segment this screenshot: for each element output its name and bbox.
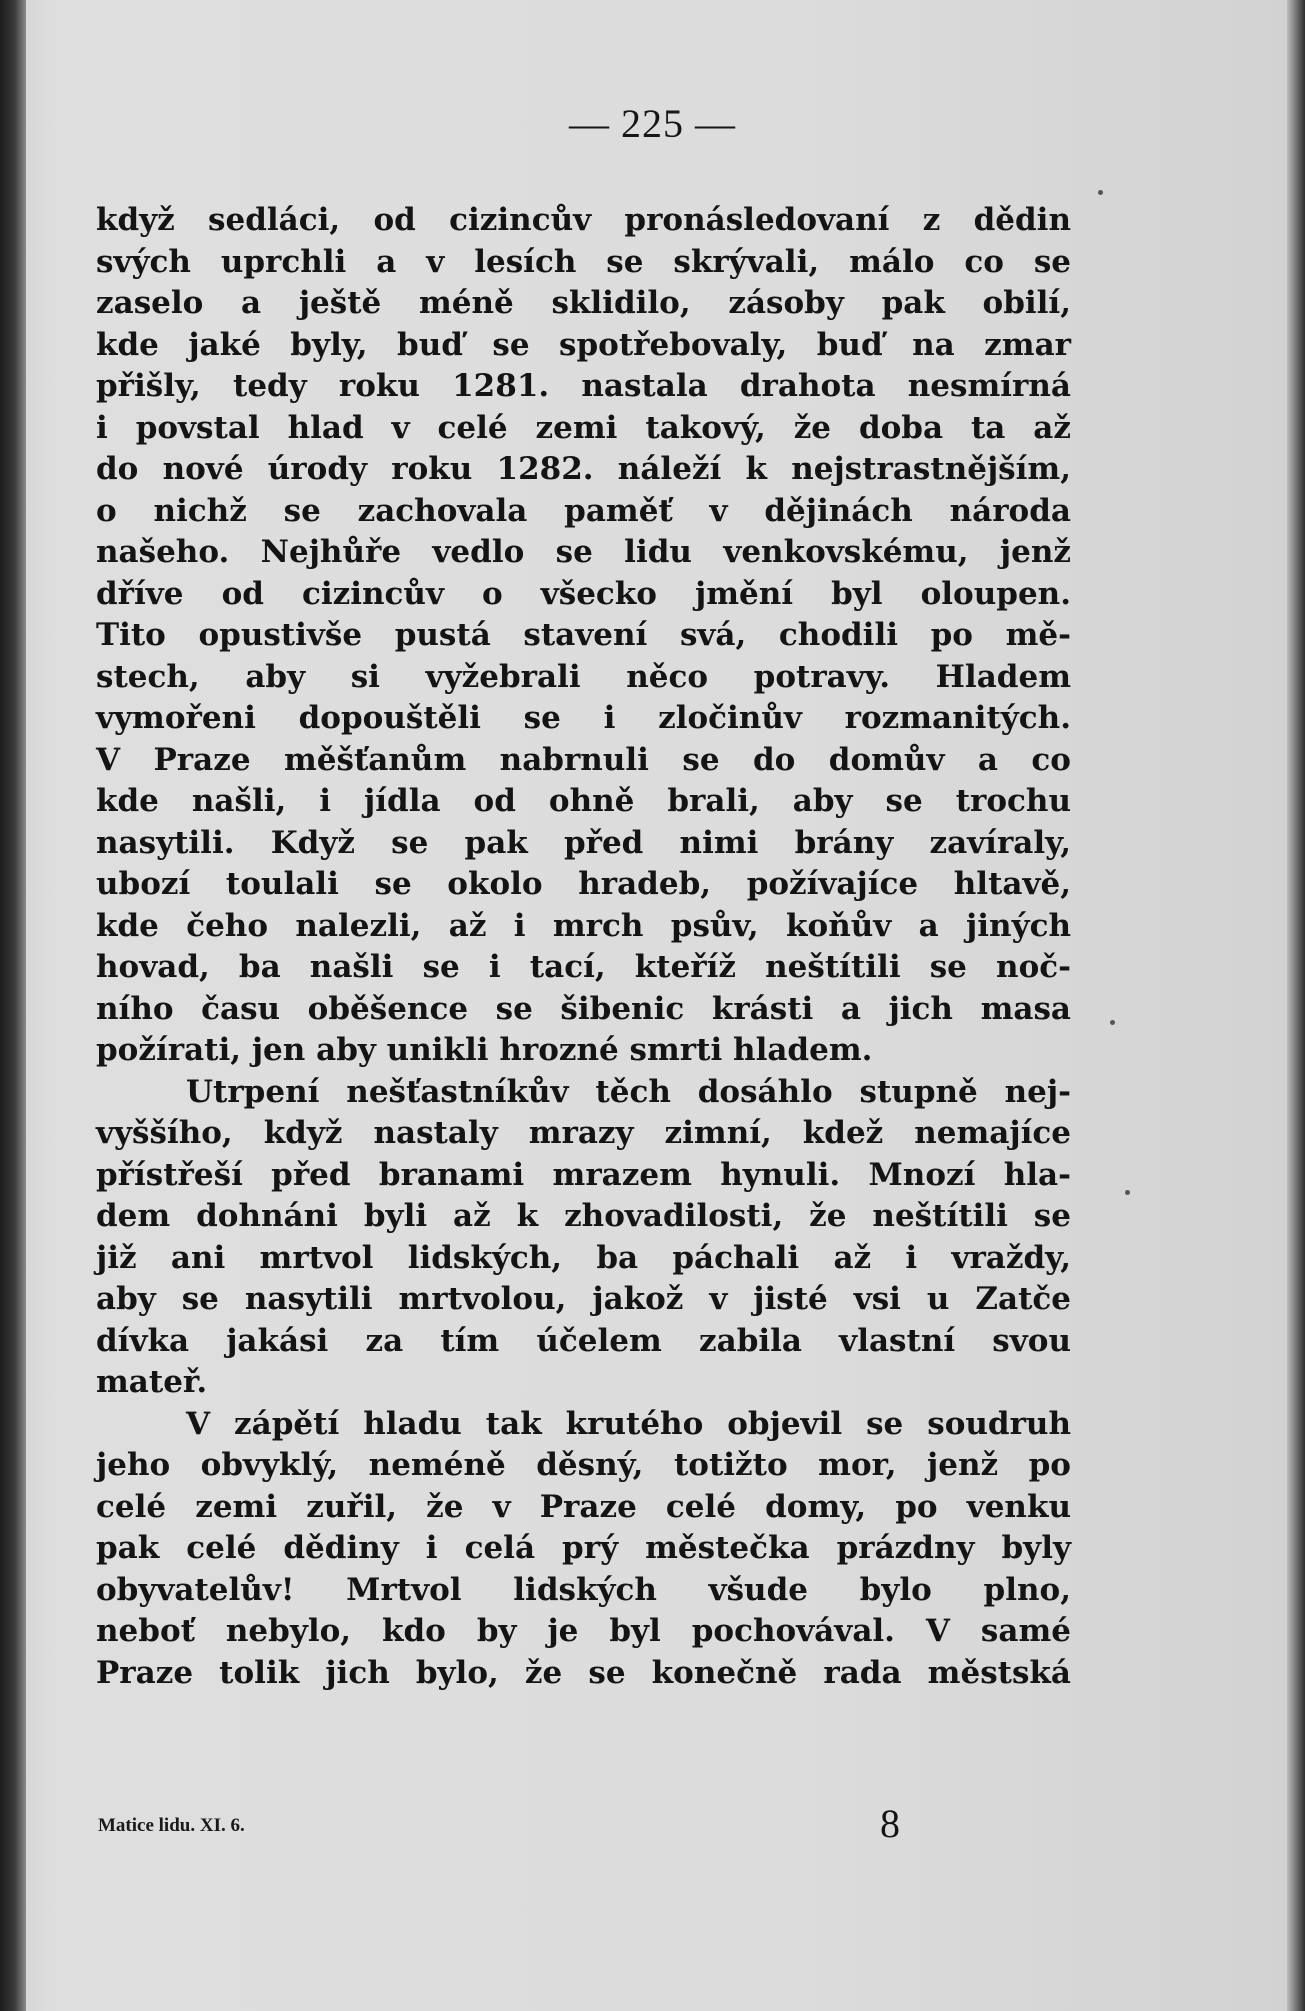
page-body-text <box>96 200 1071 1694</box>
text-line: aby se nasytili mrtvolou, jakož v jisté vsi u Zatče <box>96 1281 1071 1317</box>
dust-speck <box>1098 190 1103 195</box>
text-line: požírati, jen aby unikli hrozné smrti hladem. <box>96 1032 873 1068</box>
text-line: dem dohnáni byli až k zhovadilosti, že neštítili se <box>96 1198 1071 1234</box>
text-line: neboť nebylo, kdo by je byl pochovával. V samé <box>96 1613 1071 1649</box>
dust-speck <box>1110 1020 1115 1025</box>
page-edge-shadow <box>1287 0 1305 2011</box>
text-line: ubozí toulali se okolo hradeb, požívajíce hltavě, <box>96 866 1071 902</box>
text-line: vymořeni dopouštěli se i zločinův rozmanitých. <box>96 700 1071 736</box>
text-line: našeho. Nejhůře vedlo se lidu venkovskému, jenž <box>96 534 1071 570</box>
text-line: V Praze měšťanům nabrnuli se do domův a co <box>96 741 1071 778</box>
text-line: jeho obvyklý, neméně děsný, totižto mor, jenž po <box>96 1447 1071 1483</box>
text-line: již ani mrtvol lidských, ba páchali až i vraždy, <box>96 1239 1071 1276</box>
book-binding-shadow <box>0 0 26 2011</box>
sheet-number: 8 <box>880 1801 900 1846</box>
text-line: Praze tolik jich bylo, že se konečně rada městská <box>96 1654 1071 1691</box>
text-line: kde jaké byly, buď se spotřebovaly, buď na zmar <box>96 326 1071 363</box>
text-line: kde čeho nalezli, až i mrch psův, koňův a jiných <box>96 907 1071 944</box>
text-line: dívka jakási za tím účelem zabila vlastní svou <box>96 1322 1071 1359</box>
text-line: svých uprchli a v lesích se skrývali, málo co se <box>96 243 1071 280</box>
printer-signature: Matice lidu. XI. 6. <box>98 1815 245 1836</box>
text-line: V zápětí hladu tak krutého objevil se soudruh <box>186 1405 1071 1442</box>
text-line: dříve od cizincův o všecko jmění byl oloupen. <box>96 575 1071 612</box>
text-line: hovad, ba našli se i tací, kteříž neštítili se noč- <box>96 949 1071 985</box>
page-number: — 225 — <box>569 101 736 146</box>
text-line: do nové úrody roku 1282. náleží k nejstrastnějším, <box>96 451 1071 487</box>
text-line: nasytili. Když se pak před nimi brány zavíraly, <box>96 824 1071 861</box>
text-line: vyššího, když nastaly mrazy zimní, kdež nemajíce <box>96 1115 1071 1151</box>
text-line: i povstal hlad v celé zemi takový, že doba ta až <box>96 409 1071 446</box>
text-line: o nichž se zachovala paměť v dějinách národa <box>96 492 1071 529</box>
text-line: celé zemi zuřil, že v Praze celé domy, po venku <box>96 1488 1071 1525</box>
text-line: pak celé dědiny i celá prý městečka prázdny byly <box>96 1530 1071 1566</box>
text-line: stech, aby si vyžebrali něco potravy. Hladem <box>96 658 1071 695</box>
text-line: Utrpení nešťastníkův těch dosáhlo stupně nej- <box>186 1073 1071 1110</box>
text-line: ního času oběšence se šibenic krásti a jich masa <box>96 990 1071 1027</box>
text-line: přišly, tedy roku 1281. nastala drahota nesmírná <box>96 368 1071 404</box>
text-line: zaselo a ještě méně sklidilo, zásoby pak obilí, <box>96 285 1071 321</box>
text-line: obyvatelův! Mrtvol lidských všude bylo plno, <box>96 1571 1071 1608</box>
dust-speck <box>1125 1190 1130 1195</box>
text-line: Tito opustivše pustá stavení svá, chodili po mě- <box>96 617 1071 653</box>
text-line: mateř. <box>96 1364 208 1400</box>
text-line: přístřeší před branami mrazem hynuli. Mnozí hla- <box>96 1156 1071 1193</box>
text-line: když sedláci, od cizincův pronásledovaní z dědin <box>96 202 1071 238</box>
text-line: kde našli, i jídla od ohně brali, aby se trochu <box>96 783 1071 819</box>
